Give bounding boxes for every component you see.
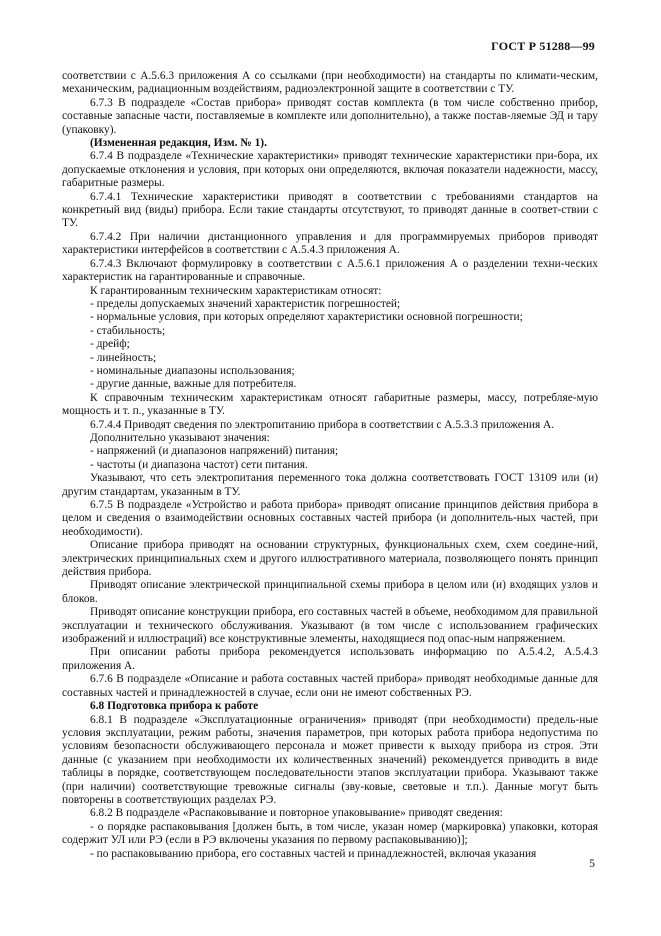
section-heading: 6.8 Подготовка прибора к работе — [90, 700, 259, 713]
paragraph: - по распаковыванию прибора, его составных частей и принадлежностей, включая указания — [90, 847, 537, 860]
list-item: - номинальные диапазоны использования; — [90, 364, 295, 377]
list-item: - стабильность; — [90, 324, 166, 337]
paragraph: Приводят описание электрической принципиальной схемы прибора в целом или (и) входящих узлов и блоков. — [62, 579, 598, 605]
paragraph: Дополнительно указывают значения: — [90, 431, 270, 444]
paragraph: соответствии с А.5.6.3 приложения А со ссылками (при необходимости) на стандарты по климати-ческим, механическим, радиационным воздействиям, радиоэлектронной защите в соответствии с ТУ. — [62, 70, 598, 96]
paragraph: Описание прибора приводят на основании структурных, функциональных схем, схем соедине-ний, электрических принципиальных схем и другого иллюстративного материала, позволяющего понять принцип действия прибора. — [62, 539, 598, 579]
list-item: - пределы допускаемых значений характеристик погрешностей; — [90, 297, 401, 310]
section-heading: (Измененная редакция, Изм. № 1). — [90, 137, 267, 150]
paragraph: 6.7.4 В подразделе «Технические характеристики» приводят технические характеристики при-бора, их допускаемые отклонения и условия, при которых они определяются, включая показатели надежности, массу, габаритные размеры. — [62, 150, 598, 190]
document-body — [62, 70, 598, 861]
page-number: 5 — [589, 858, 595, 870]
list-item: - дрейф; — [90, 338, 130, 351]
paragraph: - о порядке распаковывания [должен быть, в том числе, указан номер (маркировка) упаковки, которая содержит УЛ или РЭ (если в РЭ включены указания по первому распаковыванию)]; — [62, 820, 598, 847]
page-header: ГОСТ Р 51288—99 — [491, 39, 595, 53]
paragraph: Приводят описание конструкции прибора, его составных частей в объеме, необходимом для правильной эксплуатации и технического обслуживания. Указывают (в том числе с использованием графических изображений и иллюстраций) все конструктивные элементы, находящиеся под опас-ным напряжением. — [62, 606, 598, 646]
paragraph: 6.7.3 В подразделе «Состав прибора» приводят состав комплекта (в том числе собственно прибор, составные запасные части, поставляемые в комплекте или дополнительно), а также постав-ляемые ЭД и тару (упаковку). — [62, 96, 598, 136]
paragraph: 6.8.1 В подразделе «Эксплуатационные ограничения» приводят (при необходимости) предель-ные условия эксплуатации, режим работы, значения параметров, при которых работа прибора недопустима по условиям безопасности обслуживающего персонала и может привести к выходу прибора из строя. Эти данные (с указанием при необходимости их количественных значений) рекомендуется приводить в виде таблицы в порядке, соответствующем последовательности этапов эксплуатации прибора. Указывают также (при наличии) соответствующие тревожные сигналы (зву-ковые, световые и т.п.). Данные могут быть повторены в соответствующих разделах РЭ. — [62, 713, 598, 806]
paragraph: К справочным техническим характеристикам относят габаритные размеры, массу, потребляе-мую мощность и т. п., указанные в ТУ. — [62, 391, 598, 418]
paragraph: 6.7.5 В подразделе «Устройство и работа прибора» приводят описание принципов действия прибора в целом и сведения о взаимодействии основных составных частей прибора (и дополнитель-ных частей, при необходимости). — [62, 499, 598, 538]
list-item: - другие данные, важные для потребителя. — [90, 378, 297, 391]
paragraph: При описании работы прибора рекомендуется использовать информацию по А.5.4.2, А.5.4.3 приложения А. — [62, 646, 598, 672]
list-item: - нормальные условия, при которых определяют характеристики основной погрешности; — [90, 311, 523, 324]
paragraph: 6.7.4.4 Приводят сведения по электропитанию прибора в соответствии с А.5.3.3 приложения А. — [90, 418, 555, 431]
paragraph: 6.7.4.1 Технические характеристики приводят в соответствии с требованиями стандартов на конкретный вид (виды) прибора. Если такие стандарты отсутствуют, то приводят данные в соответ-ствии с ТУ. — [62, 190, 598, 230]
list-item: - частоты (и диапазона частот) сети питания. — [90, 458, 308, 471]
paragraph: 6.7.4.3 Включают формулировку в соответствии с А.5.6.1 приложения А о разделении техни-ческих характеристик на гарантированные и справочные. — [62, 257, 598, 284]
paragraph: 6.8.2 В подразделе «Распаковывание и повторное упаковывание» приводят сведения: — [90, 807, 503, 820]
paragraph: 6.7.4.2 При наличии дистанционного управления и для программируемых приборов приводят характеристики интерфейсов в соответствии с А.5.4.3 приложения А. — [62, 230, 598, 257]
list-item: - линейность; — [90, 351, 157, 364]
paragraph: 6.7.6 В подразделе «Описание и работа составных частей прибора» приводят необходимые данные для составных частей и принадлежностей в случае, если они не имеют собственных РЭ. — [62, 673, 598, 699]
list-item: - напряжений (и диапазонов напряжений) питания; — [90, 445, 339, 458]
paragraph: Указывают, что сеть электропитания переменного тока должна соответствовать ГОСТ 13109 или (и) другим стандартам, указанным в ТУ. — [62, 472, 598, 498]
paragraph: К гарантированным техническим характеристикам относят: — [90, 284, 382, 297]
